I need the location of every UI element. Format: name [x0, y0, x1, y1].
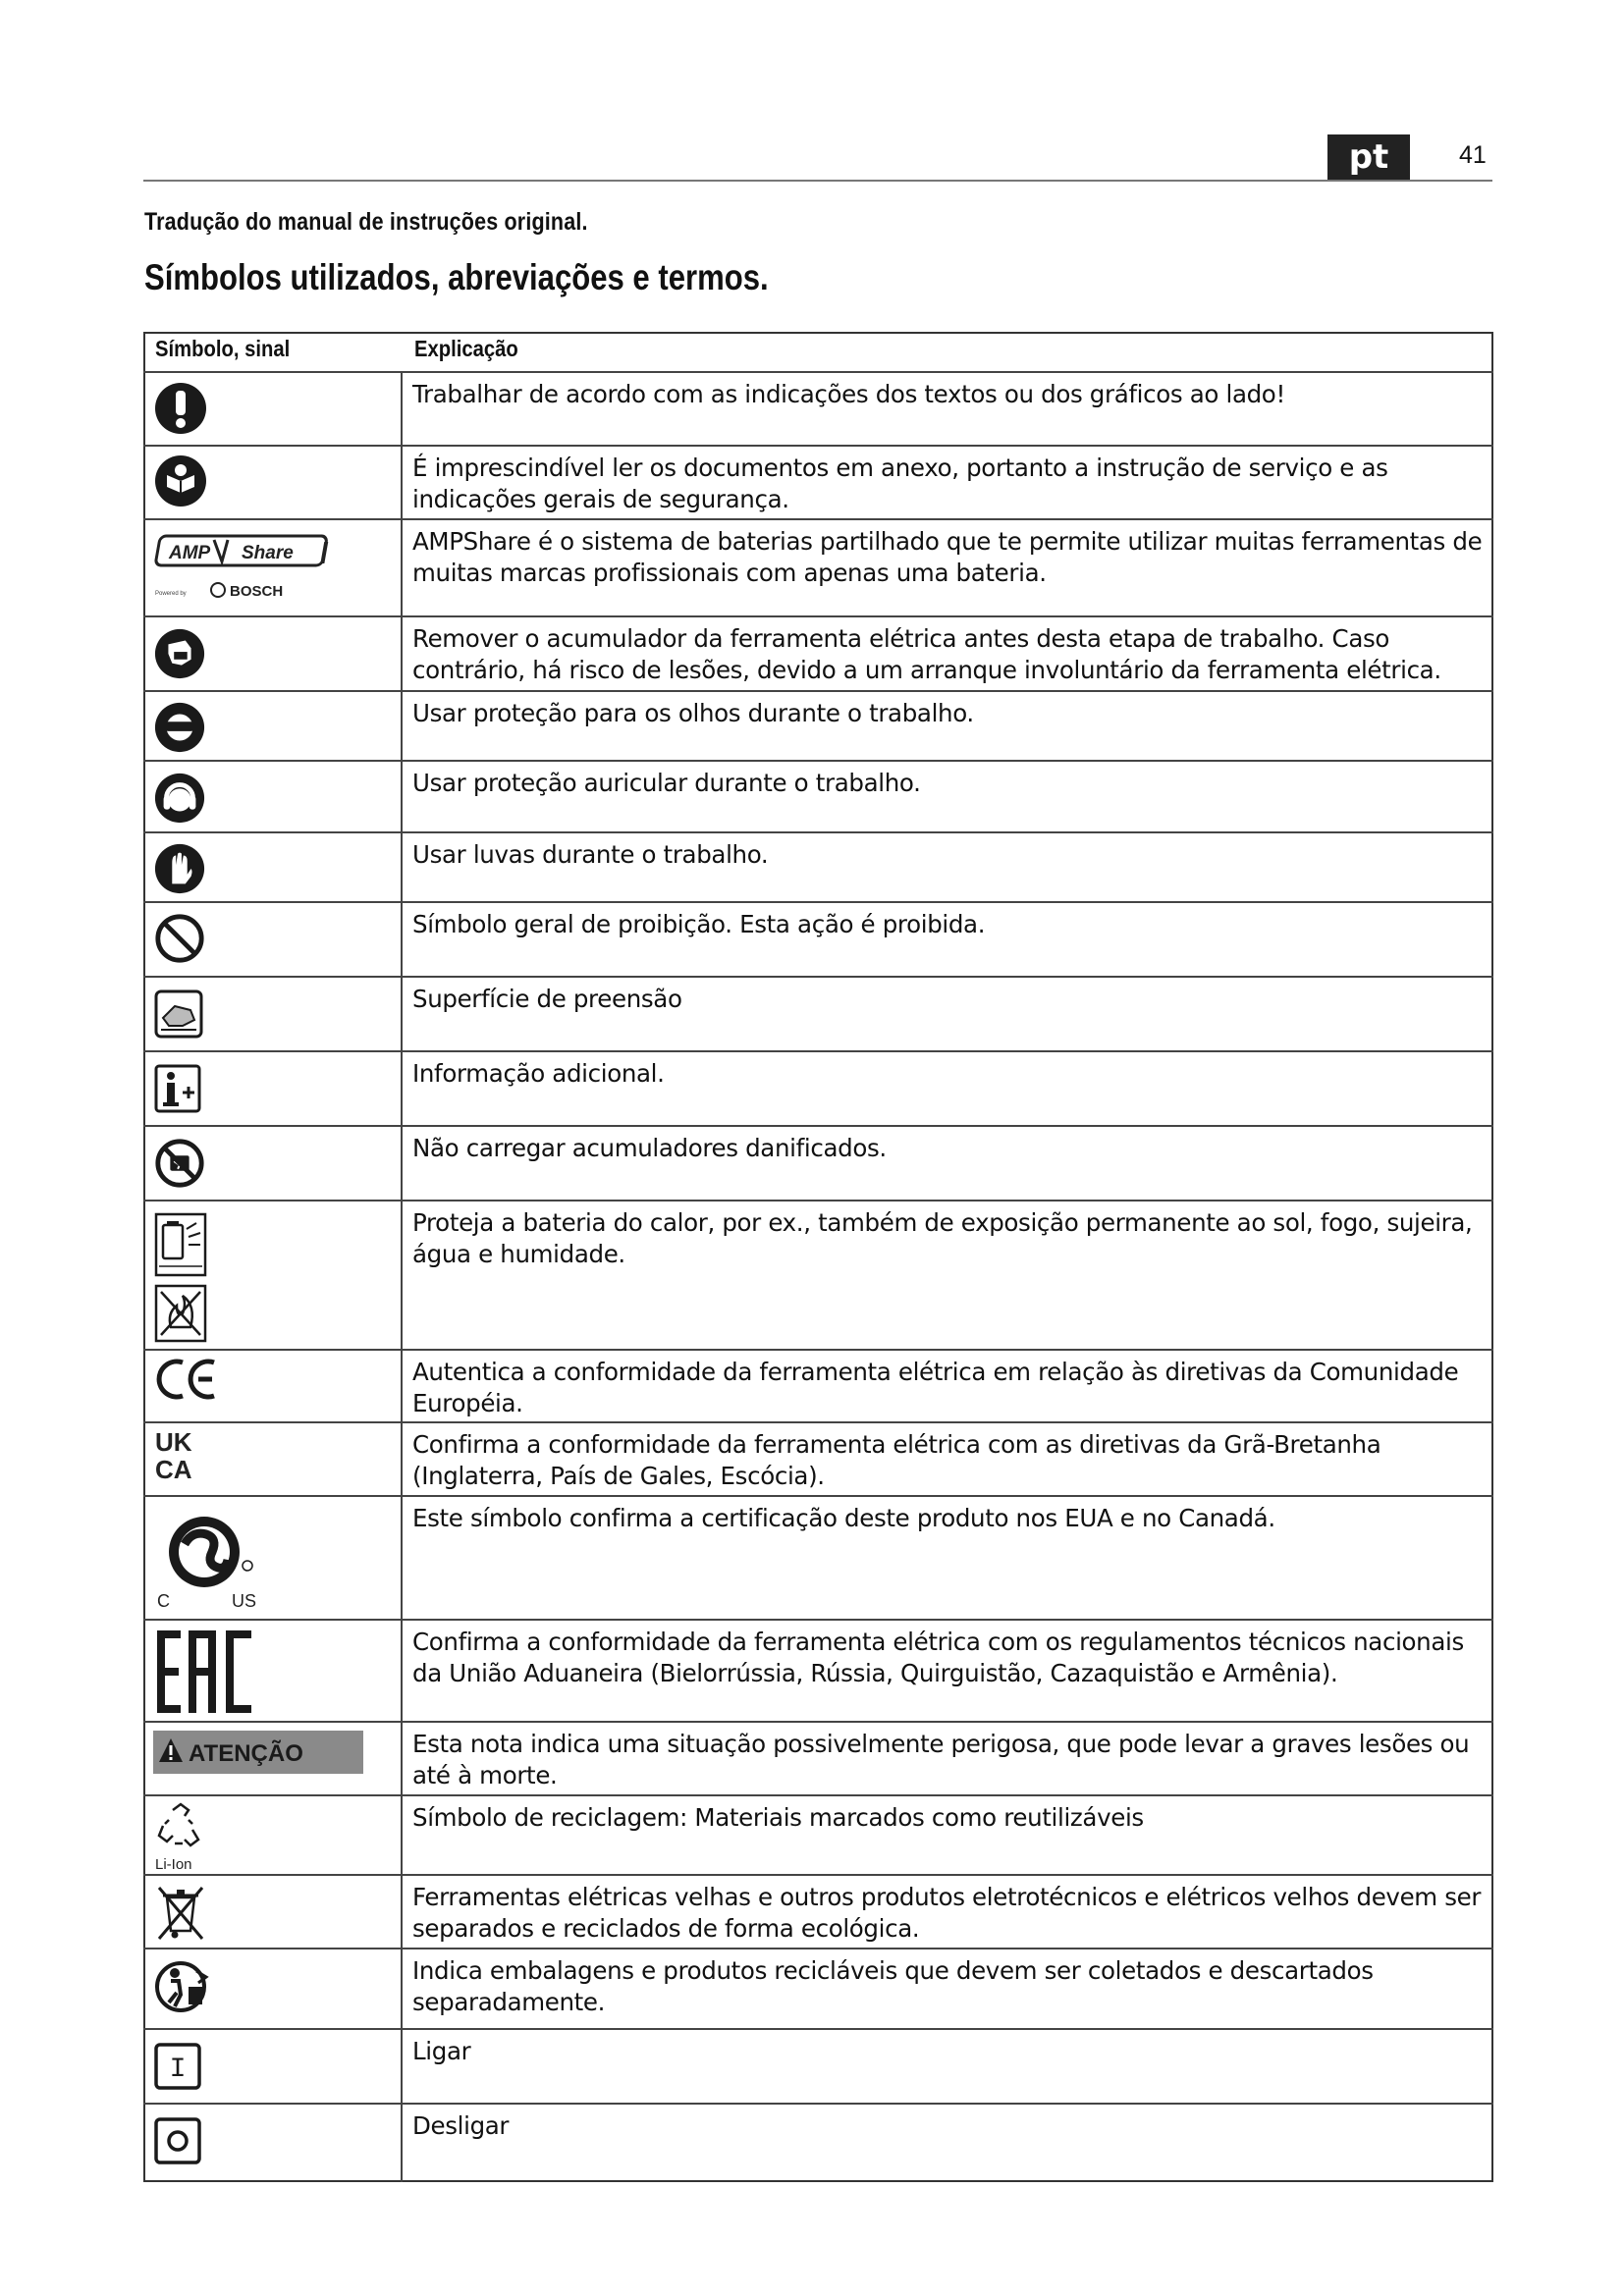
ce-mark-icon — [153, 1355, 222, 1404]
csa-us-text: US — [232, 1591, 257, 1611]
separate-collection-icon — [153, 1957, 216, 2018]
header-rule — [143, 180, 1492, 182]
ear-protection-icon — [153, 772, 206, 825]
info-plus-icon — [153, 1063, 202, 1114]
row-explanation: Proteja a bateria do calor, por ex., também de exposição permanente ao sol, fogo, sujeira, água e humidade. — [412, 1208, 1473, 1268]
row-rule — [143, 2103, 1493, 2105]
weee-crossed-bin-icon — [153, 1884, 208, 1941]
protect-battery-icon — [153, 1211, 210, 1345]
symbols-table — [143, 332, 1493, 2182]
row-explanation: Símbolo de reciclagem: Materiais marcados como reutilizáveis — [412, 1803, 1144, 1832]
table-row — [143, 1619, 1493, 1721]
page-number: 41 — [1459, 141, 1487, 169]
table-row — [143, 1421, 1493, 1495]
ampshare-amp-text: AMP — [169, 543, 211, 563]
column-header-symbol: Símbolo, sinal — [155, 336, 291, 361]
table-header-row — [143, 332, 1493, 371]
prohibition-icon — [153, 912, 206, 965]
table-row — [143, 1200, 1493, 1349]
table-row — [143, 1050, 1493, 1125]
row-rule — [143, 1495, 1493, 1497]
table-row — [143, 901, 1493, 976]
gloves-icon — [153, 842, 206, 895]
ukca-uk-text: UK — [155, 1427, 192, 1457]
row-explanation: Superfície de preensão — [412, 985, 682, 1013]
row-explanation: Usar luvas durante o trabalho. — [412, 840, 769, 869]
row-rule — [143, 1874, 1493, 1876]
row-rule — [143, 1050, 1493, 1052]
csa-c-text: C — [157, 1591, 170, 1611]
attention-label — [153, 1731, 363, 1774]
row-rule — [143, 1125, 1493, 1127]
language-code: pt — [1348, 137, 1389, 177]
table-row — [143, 445, 1493, 518]
row-explanation: Símbolo geral de proibição. Esta ação é proibida. — [412, 910, 986, 938]
power-on-icon — [153, 2042, 202, 2091]
row-rule — [143, 1200, 1493, 1201]
row-explanation: Esta nota indica uma situação possivelmente perigosa, que pode levar a graves lesões ou até à morte. — [412, 1730, 1470, 1789]
table-row — [143, 690, 1493, 760]
row-explanation: Remover o acumulador da ferramenta elétrica antes desta etapa de trabalho. Caso contrário, há risco de lesões, devido a um arranque involuntário da ferramenta elétrica. — [412, 624, 1441, 684]
row-rule — [143, 1421, 1493, 1423]
grip-surface-icon — [153, 988, 204, 1040]
table-row — [143, 2028, 1493, 2103]
table-row — [143, 518, 1493, 615]
row-explanation: Indica embalagens e produtos recicláveis que devem ser coletados e descartados separadamente. — [412, 1956, 1374, 2016]
row-explanation: AMPShare é o sistema de baterias partilhado que te permite utilizar muitas ferramentas de muitas marcas profissionais com apenas uma bateria. — [412, 527, 1483, 587]
row-explanation: É imprescindível ler os documentos em anexo, portanto a instrução de serviço e as indicações gerais de segurança. — [412, 454, 1388, 513]
row-explanation: Este símbolo confirma a certificação deste produto nos EUA e no Canadá. — [412, 1504, 1275, 1532]
row-rule — [143, 615, 1493, 617]
li-ion-text: Li-Ion — [155, 1856, 192, 1873]
power-off-icon — [153, 2116, 202, 2165]
row-rule — [143, 1794, 1493, 1796]
ampshare-logo — [153, 532, 350, 607]
recycling-li-ion-icon — [153, 1800, 212, 1873]
eye-protection-icon — [153, 701, 206, 754]
power-on-text: I — [169, 2055, 187, 2085]
row-explanation: Informação adicional. — [412, 1059, 665, 1088]
table-row — [143, 1874, 1493, 1948]
table-row — [143, 371, 1493, 445]
row-explanation: Ligar — [412, 2037, 471, 2065]
table-row — [143, 1495, 1493, 1619]
row-rule — [143, 901, 1493, 903]
document-subtitle: Tradução do manual de instruções original. — [144, 208, 588, 236]
row-rule — [143, 2028, 1493, 2030]
column-header-explanation: Explicação — [414, 336, 518, 361]
ukca-ca-text: CA — [155, 1455, 192, 1484]
ampshare-share-text: Share — [242, 543, 294, 563]
row-rule — [143, 690, 1493, 692]
attention-text: ATENÇÃO — [189, 1740, 303, 1767]
row-explanation: Autentica a conformidade da ferramenta elétrica em relação às diretivas da Comunidade Européia. — [412, 1358, 1459, 1417]
table-row — [143, 976, 1493, 1050]
table-row — [143, 1349, 1493, 1421]
read-manual-icon — [153, 454, 208, 508]
row-explanation: Confirma a conformidade da ferramenta elétrica com as diretivas da Grã-Bretanha (Inglaterra, País de Gales, Escócia). — [412, 1430, 1381, 1490]
row-rule — [143, 760, 1493, 762]
row-explanation: Ferramentas elétricas velhas e outros produtos eletrotécnicos e elétricos velhos devem ser separados e reciclados de forma ecológica. — [412, 1883, 1482, 1943]
row-rule — [143, 371, 1493, 373]
row-explanation: Usar proteção auricular durante o trabalho. — [412, 769, 921, 797]
remove-battery-icon — [153, 627, 206, 680]
row-explanation: Não carregar acumuladores danificados. — [412, 1134, 887, 1162]
row-rule — [143, 445, 1493, 447]
warning-exclamation-icon — [153, 381, 208, 436]
row-rule — [143, 976, 1493, 978]
row-rule — [143, 1948, 1493, 1949]
row-explanation: Trabalhar de acordo com as indicações dos textos ou dos gráficos ao lado! — [412, 380, 1285, 408]
row-rule — [143, 518, 1493, 520]
eac-mark-icon — [153, 1629, 261, 1715]
row-rule — [143, 1721, 1493, 1723]
table-row — [143, 1948, 1493, 2028]
no-charge-damaged-battery-icon — [153, 1137, 206, 1190]
ampshare-brand-text: BOSCH — [230, 583, 284, 600]
table-row — [143, 760, 1493, 831]
row-explanation: Confirma a conformidade da ferramenta elétrica com os regulamentos técnicos nacionais da União Aduaneira (Bielorrússia, Rússia, Quirguistão, Cazaquistão e Armênia). — [412, 1628, 1464, 1687]
ukca-mark-icon — [153, 1425, 206, 1486]
language-badge — [1327, 134, 1410, 180]
row-rule — [143, 1619, 1493, 1621]
row-explanation: Usar proteção para os olhos durante o trabalho. — [412, 699, 974, 727]
table-row — [143, 615, 1493, 690]
row-rule — [143, 831, 1493, 833]
document-title: Símbolos utilizados, abreviações e termos. — [144, 257, 769, 297]
row-explanation: Desligar — [412, 2111, 510, 2140]
table-row — [143, 831, 1493, 901]
row-rule — [143, 1349, 1493, 1351]
table-row — [143, 1721, 1493, 1794]
csa-mark-icon — [153, 1505, 271, 1613]
ampshare-powered-text: Powered by — [155, 591, 187, 597]
table-row — [143, 1794, 1493, 1874]
table-row — [143, 2103, 1493, 2182]
table-row — [143, 1125, 1493, 1200]
